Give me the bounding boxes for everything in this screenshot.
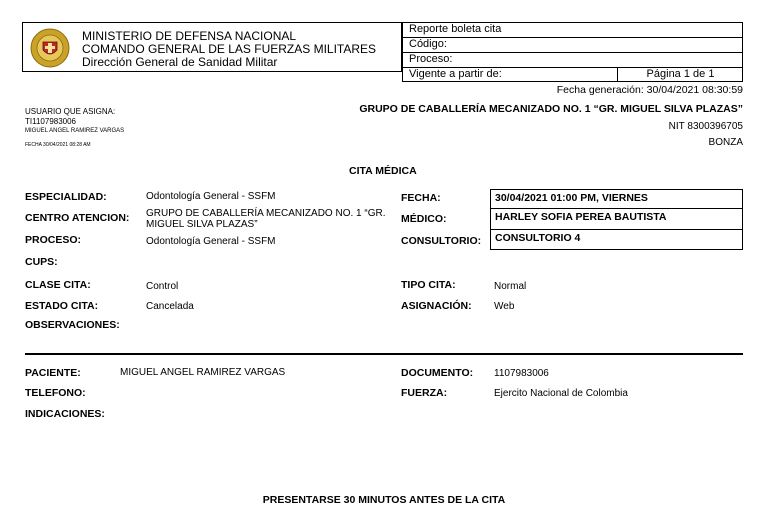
tipo-cita-label: TIPO CITA: xyxy=(401,279,456,291)
centro-label: CENTRO ATENCION: xyxy=(25,212,130,224)
especialidad-label: ESPECIALIDAD: xyxy=(25,191,107,203)
proceso-label: PROCESO: xyxy=(25,234,82,246)
documento-value: 1107983006 xyxy=(494,368,549,379)
fuerza-label: FUERZA: xyxy=(401,387,448,399)
consultorio-value-box: CONSULTORIO 4 xyxy=(490,229,743,250)
paciente-label: PACIENTE: xyxy=(25,367,81,379)
observaciones-label: OBSERVACIONES: xyxy=(25,319,120,331)
documento-label: DOCUMENTO: xyxy=(401,367,474,379)
asignacion-value: Web xyxy=(494,301,515,312)
tipo-cita-value: Normal xyxy=(494,281,527,292)
centro-value-line1: GRUPO DE CABALLERÍA MECANIZADO NO. 1 “GR. xyxy=(146,208,386,219)
paciente-value: MIGUEL ANGEL RAMIREZ VARGAS xyxy=(120,367,286,378)
ministry-name-line3: Dirección General de Sanidad Militar xyxy=(82,55,278,69)
assigner-name: MIGUEL ANGEL RAMIREZ VARGAS xyxy=(25,128,125,134)
assigner-date: FECHA 30/04/2021 08:28 AM xyxy=(25,142,91,148)
estado-cita-value: Cancelada xyxy=(146,301,194,312)
consultorio-label: CONSULTORIO: xyxy=(401,235,482,247)
process-label: Proceso: xyxy=(402,52,743,67)
clase-cita-value: Control xyxy=(146,281,179,292)
telefono-label: TELEFONO: xyxy=(25,387,86,399)
proceso-value: Odontología General - SSFM xyxy=(146,236,276,247)
indicaciones-label: INDICACIONES: xyxy=(25,408,105,420)
asignacion-label: ASIGNACIÓN: xyxy=(401,300,472,312)
valid-from-label: Vigente a partir de: xyxy=(409,68,502,80)
generation-date: Fecha generación: 30/04/2021 08:30:59 xyxy=(556,84,743,96)
cups-label: CUPS: xyxy=(25,256,58,268)
fecha-value-box: 30/04/2021 01:00 PM, VIERNES xyxy=(490,189,743,209)
assigner-id: TI1107983006 xyxy=(25,117,77,126)
medico-value-box: HARLEY SOFIA PEREA BAUTISTA xyxy=(490,208,743,230)
military-health-seal-icon xyxy=(30,28,70,68)
code-label: Código: xyxy=(402,37,743,52)
assigner-label: USUARIO QUE ASIGNA: xyxy=(25,107,116,116)
ministry-name-line1: MINISTERIO DE DEFENSA NACIONAL xyxy=(82,29,297,43)
document-title: CITA MÉDICA xyxy=(349,165,417,177)
clase-cita-label: CLASE CITA: xyxy=(25,279,91,291)
fecha-label: FECHA: xyxy=(401,192,441,204)
fuerza-value: Ejercito Nacional de Colombia xyxy=(494,388,628,399)
report-title: Reporte boleta cita xyxy=(402,22,743,37)
ministry-name-line2: COMANDO GENERAL DE LAS FUERZAS MILITARES xyxy=(82,42,377,56)
unit-nit: NIT 8300396705 xyxy=(668,121,743,132)
section-divider xyxy=(25,353,743,355)
estado-cita-label: ESTADO CITA: xyxy=(25,300,99,312)
centro-value-line2: MIGUEL SILVA PLAZAS” xyxy=(146,219,258,230)
unit-name: GRUPO DE CABALLERÍA MECANIZADO NO. 1 “GR. MIGUEL SILVA PLAZAS” xyxy=(359,103,743,115)
page-number: Página 1 de 1 xyxy=(646,68,715,80)
report-info-table xyxy=(402,22,743,82)
especialidad-value: Odontología General - SSFM xyxy=(146,191,276,202)
footer-note: PRESENTARSE 30 MINUTOS ANTES DE LA CITA xyxy=(262,494,506,506)
medico-label: MÉDICO: xyxy=(401,213,447,225)
unit-location: BONZA xyxy=(708,137,743,148)
